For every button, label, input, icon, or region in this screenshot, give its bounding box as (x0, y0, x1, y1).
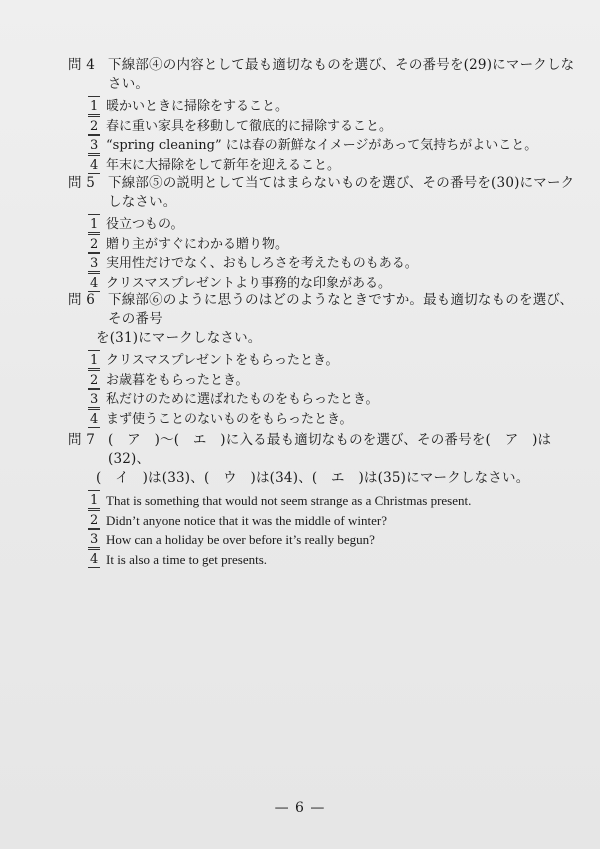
question-6-option-2 (88, 371, 578, 391)
question-7-option-1 (88, 491, 578, 511)
option-text: お歳暮をもらったとき。 (106, 372, 249, 388)
option-number: 4 (90, 157, 99, 173)
option-text: How can a holiday be over before it’s really begun? (106, 532, 375, 547)
option-text: 贈り主がすぐにわかる贈り物。 (106, 236, 289, 252)
option-text: クリスマスプレゼントをもらったとき。 (106, 353, 339, 368)
question-6-header (68, 291, 578, 348)
question-6-option-3 (88, 390, 578, 410)
question-4-option-4 (88, 156, 578, 176)
question-7-options (68, 491, 578, 569)
question-6-option-1 (88, 351, 578, 371)
question-4-text: 下線部④の内容として最も適切なものを選び、その番号を(29)にマークしなさい。 (108, 57, 575, 92)
option-number: 4 (90, 551, 99, 567)
option-number: 1 (90, 353, 99, 368)
option-text: Didn’t anyone notice that it was the middle of winter? (106, 512, 387, 528)
question-7-option-3 (88, 530, 578, 550)
question-7-text-line2: ( イ )は(33)、( ウ )は(34)、( エ )は(35)にマークしなさい。 (96, 470, 530, 486)
question-5-text: 下線部⑤の説明として当てはまらないものを選び、その番号を(30)にマークしなさい。 (108, 175, 575, 210)
question-6-number: 問 6 (68, 292, 95, 308)
option-number: 3 (90, 138, 99, 153)
option-number: 2 (90, 512, 99, 528)
question-6-text (96, 291, 578, 348)
option-text: 私だけのために選ばれたものをもらったとき。 (106, 392, 379, 407)
question-4-option-1 (88, 97, 578, 117)
question-5-option-2 (88, 235, 578, 255)
question-6-text-line1: 下線部⑥のように思うのはどのようなときですか。最も適切なものを選び、その番号 (108, 292, 574, 327)
question-4-number: 問 4 (68, 57, 95, 73)
question-4-option-2 (88, 117, 578, 137)
option-number: 4 (90, 411, 99, 427)
question-4-header (68, 56, 578, 94)
question-5 (68, 174, 578, 293)
option-number: 2 (90, 236, 99, 252)
question-4 (68, 56, 578, 175)
page-number: — 6 — (274, 800, 326, 816)
question-5-option-1 (88, 215, 578, 235)
question-5-header (68, 174, 578, 212)
question-5-option-3 (88, 254, 578, 274)
option-number: 1 (90, 217, 99, 232)
option-text: クリスマスプレゼントより事務的な印象がある。 (106, 275, 391, 291)
option-text: It is also a time to get presents. (106, 551, 268, 567)
question-4-options (68, 97, 578, 175)
question-6-options (68, 351, 578, 429)
question-7-header (68, 431, 578, 488)
option-text: That is something that would not seem strange as a Christmas present. (106, 493, 472, 508)
option-text: 春に重い家具を移動して徹底的に掃除すること。 (106, 118, 393, 134)
question-6 (68, 291, 578, 429)
question-5-number: 問 5 (68, 175, 95, 191)
option-number: 3 (90, 256, 99, 271)
question-7 (68, 431, 578, 569)
question-7-option-2 (88, 511, 578, 531)
question-7-text (96, 431, 578, 488)
question-7-text-line1: ( ア )～( エ )に入る最も適切なものを選び、その番号を( ア )は(32)、 (108, 432, 552, 467)
option-text: 暖かいときに掃除をすること。 (106, 99, 289, 114)
option-text: まず使うことのないものをもらったとき。 (106, 411, 353, 427)
option-number: 1 (90, 493, 99, 508)
option-number: 3 (90, 532, 99, 547)
option-text: 年末に大掃除をして新年を迎えること。 (106, 157, 341, 173)
option-number: 2 (90, 118, 99, 134)
option-text: “spring cleaning” には春の新鮮なイメージがあって気持ちがよいこと。 (106, 138, 538, 153)
option-number: 4 (90, 275, 99, 291)
question-5-options (68, 215, 578, 293)
option-text: 役立つもの。 (106, 217, 184, 232)
option-text: 実用性だけでなく、おもしろさを考えたものもある。 (106, 256, 418, 271)
option-number: 3 (90, 392, 99, 407)
question-7-number: 問 7 (68, 432, 95, 448)
option-number: 2 (90, 372, 99, 388)
question-6-text-line2: を(31)にマークしなさい。 (96, 330, 262, 346)
option-number: 1 (90, 99, 99, 114)
question-6-option-4 (88, 410, 578, 430)
question-7-option-4 (88, 550, 578, 570)
question-4-option-3 (88, 136, 578, 156)
